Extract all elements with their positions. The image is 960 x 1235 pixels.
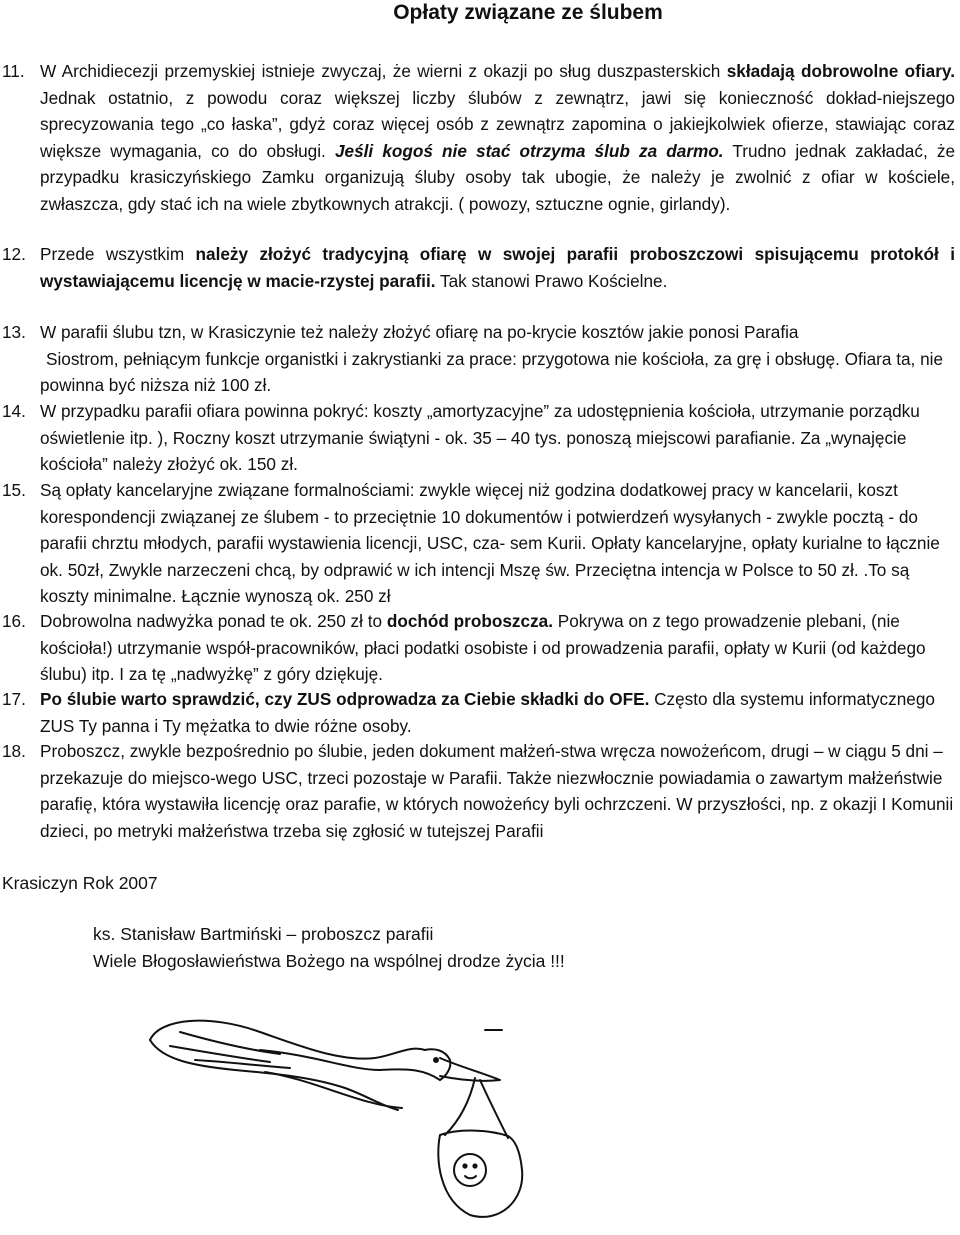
item-text [40,738,955,844]
list-item-13 [0,319,955,399]
item-number: 14. [2,401,26,421]
item-text-segment: W Archidiecezji przemyskiej istnieje zwyczaj, że wierni z okazji po sług duszpasterskich [40,61,727,81]
item-text-segment: Trudno jednak zakładać, że przypadku krasiczyńskiego Zamku organizują śluby osoby tak ubogie, że należy je zwolnić z ofiar w kościele, zwłaszcza, gdy stać ich na wiele zbytkownych atrakcji. ( powozy, sztuczne ognie, girlandy). [40,140,955,214]
item-number: 18. [2,741,26,761]
item-text-segment: Jeśli kogoś nie stać otrzyma ślub za darmo. [334,140,724,161]
item-text-segment: Proboszcz, zwykle bezpośrednio po ślubie, jeden dokument małżeń-stwa wręcza nowożeńcom, drugi – w ciągu 5 dni – przekazuje do miejsco-wego USC, trzeci pozostaje w Parafii. Także niezwłocznie powiadamia o zawartym małżeństwie parafię, która wystawiła licencję oraz parafie, w których nowożeńcy byli ochrzczeni. W przyszłości, np. z okazji I Komunii dzieci, po metryki małżeństwa trzeba się zgłosić w tutejszej Parafii [40,741,954,841]
page-title: Opłaty związane ze ślubem [393,1,663,24]
place-date: Krasiczyn Rok 2007 [2,873,158,893]
item-number: 13. [2,322,26,342]
item-text-segment: dochód proboszcza. [386,611,553,631]
item-number: 17. [2,689,26,709]
item-number: 15. [2,480,26,500]
item-continuation: Siostrom, pełniącym funkcje organistki i zakrystianki za prace: przygotowa nie kościoła, za grę i obsługę. Ofiara ta, nie powinna być niższa niż 100 zł. [40,348,944,395]
list-item-11 [0,58,955,217]
signature-line-1: ks. Stanisław Bartmiński – proboszcz parafii [93,924,434,944]
item-text [40,241,955,294]
item-text-segment: Tak stanowi Prawo Kościelne. [435,270,668,291]
list-item-18 [0,738,955,844]
stork-carrying-baby-icon [140,1010,540,1230]
list-item-14 [0,398,955,478]
item-text-segment: W parafii ślubu tzn, w Krasiczynie też należy złożyć ofiarę na po-krycie kosztów jakie ponosi Parafia [40,322,799,342]
item-text-segment: Przede wszystkim [40,244,196,264]
list-item-16 [0,608,955,688]
item-text-segment: Jednak ostatnio, z powodu coraz większej liczby ślubów z zewnątrz, jawi się konieczność dokład-niejszego sprecyzowania tego „co łaska”, gdyż coraz więcej osób z zewnątrz zapomina o jakiejkolwiek ofierze, stawiając coraz większe wymagania, co do obsługi. [40,87,955,161]
list-item-12 [0,241,955,294]
item-text-segment: Po ślubie warto sprawdzić, czy ZUS odprowadza za Ciebie składki do OFE. [40,689,650,709]
item-text-segment: W przypadku parafii ofiara powinna pokryć: koszty „amortyzacyjne” za udostępnienia kościoła, utrzymanie porządku oświetlenie itp. ), Roczny koszt utrzymanie świątyni - ok. 35 – 40 tys. ponoszą miejscowi parafianie. Za „wynajęcie kościoła” należy złożyć ok. 150 zł. [40,401,920,474]
item-number: 11. [2,61,25,81]
list-item-17 [0,686,955,739]
item-text [40,608,955,688]
signature-block [93,921,565,975]
item-text-segment: składają dobrowolne ofiary. [726,61,955,81]
item-text-segment: Są opłaty kancelaryjne związane formalnościami: zwykle więcej niż godzina dodatkowej pracy w kancelarii, koszt korespondencji związanej ze ślubem - to przeciętnie 10 dokumentów i potwierdzeń wysyłanych - zwykle pocztą - do parafii chrztu młodych, parafii wystawienia licencji, USC, cza- sem Kurii. Opłaty kancelaryjne, opłaty kurialne to łącznie ok. 50zł, Zwykle narzeczeni chcą, by odprawić w ich intencji Mszę św. Przeciętna intencja w Polsce to 50 zł. .To są koszty minimalne. Łącznie wynoszą ok. 250 zł [40,480,940,606]
list-item-15 [0,477,955,610]
item-number: 12. [2,244,26,264]
item-text-segment: Często dla systemu informatycznego ZUS Ty panna i Ty mężatka to dwie różne osoby. [40,689,935,736]
item-text-segment: należy złożyć tradycyjną ofiarę w swojej parafii proboszczowi spisującemu protokół i wystawiającemu licencję w macie-rzystej parafii. [40,244,955,291]
item-number: 16. [2,611,26,631]
item-text [40,58,955,217]
item-text [40,398,955,478]
item-text [40,319,955,346]
item-text-segment: Dobrowolna nadwyżka ponad te ok. 250 zł to [40,611,387,631]
item-text-segment: Pokrywa on z tego prowadzenie plebani, (nie kościoła!) utrzymanie współ-pracowników, płaci podatki osobiste i od prowadzenia parafii, opłaty w Kurii (od każdego ślubu) itp. I za tę „nadwyżkę” z góry dziękuję. [40,611,926,684]
item-text [40,686,955,739]
item-text [40,477,955,610]
signature-line-2: Wiele Błogosławieństwa Bożego na wspólnej drodze życia !!! [93,951,565,971]
